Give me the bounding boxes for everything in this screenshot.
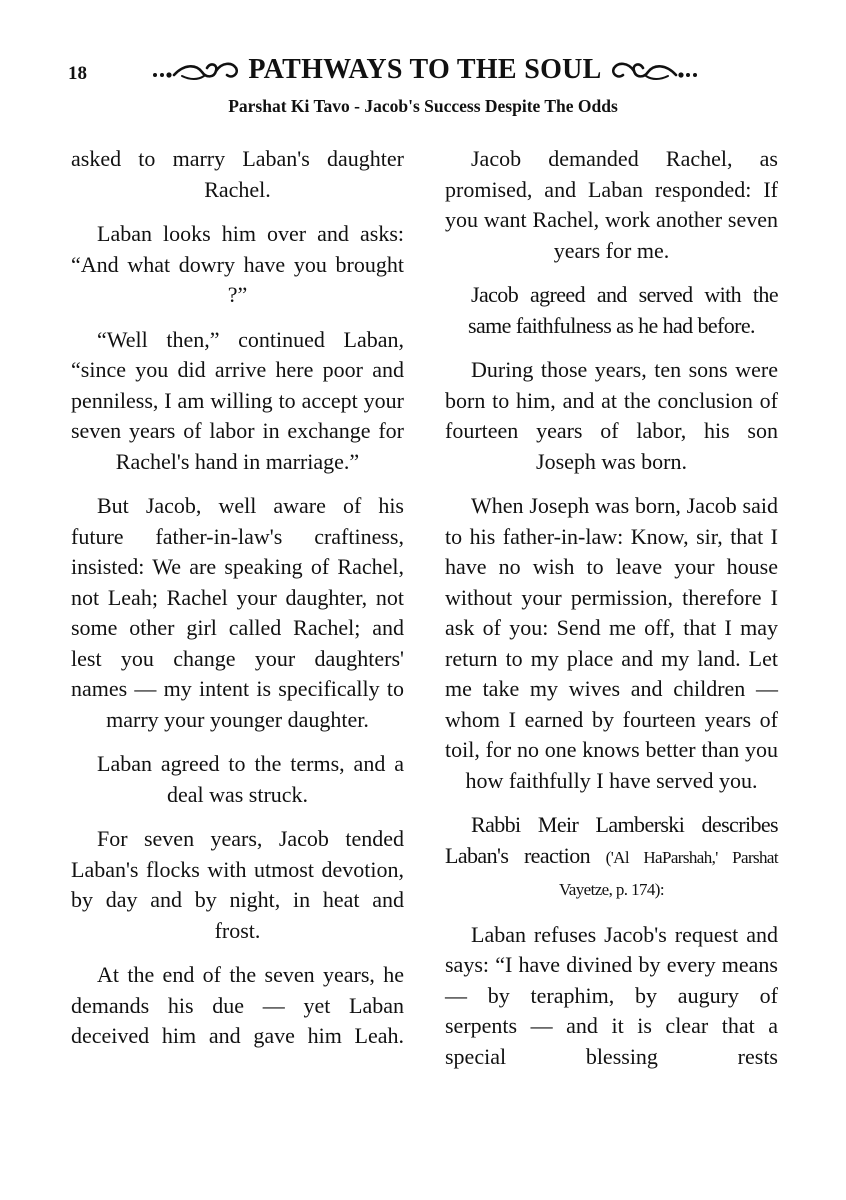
- running-header: [130, 52, 720, 88]
- paragraph: At the end of the seven years, he demands his due — yet Laban deceived him and gave him Leah.: [71, 962, 404, 1048]
- paragraph: Jacob demanded Rachel, as promised, and Laban responded: If you want Rachel, work another seven years for me.: [445, 146, 778, 263]
- citation-paragraph: [445, 810, 778, 906]
- paragraph: When Joseph was born, Jacob said to his father-in-law: Know, sir, that I have no wish to leave your house without your permission, therefore I ask of you: Send me off, that I may return to my place and my land. Let me take my wives and children — whom I earned by fourteen years of toil, for no one knows better than you how faithfully I have served you.: [445, 493, 778, 793]
- left-text-column: [71, 144, 404, 1052]
- right-flourish-ornament-icon: [610, 58, 698, 82]
- right-text-column: [445, 144, 778, 1072]
- paragraph: For seven years, Jacob tended Laban's flocks with utmost devotion, by day and by night, in heat and frost.: [71, 826, 404, 943]
- running-title: PATHWAYS TO THE SOUL: [248, 54, 602, 85]
- paragraph: Jacob agreed and served with the same faithfulness as he had before.: [468, 282, 778, 338]
- paragraph: During those years, ten sons were born to him, and at the conclusion of fourteen years of labor, his son Joseph was born.: [445, 357, 778, 474]
- left-flourish-ornament-icon: [152, 58, 240, 82]
- paragraph: Laban refuses Jacob's request and says: “I have divined by every means — by teraphim, by augury of serpents — and it is clear that a special blessing rests: [445, 921, 778, 1069]
- citation-reference: ('Al HaParshah,' Parshat Vayetze, p. 174):: [559, 847, 778, 899]
- paragraph: asked to marry Laban's daughter Rachel.: [71, 146, 404, 202]
- page-subtitle: Parshat Ki Tavo - Jacob's Success Despite The Odds: [228, 96, 618, 116]
- paragraph: “Well then,” continued Laban, “since you did arrive here poor and penniless, I am willing to accept your seven years of labor in exchange for Rachel's hand in marriage.”: [71, 326, 404, 474]
- paragraph: Laban looks him over and asks: “And what dowry have you brought ?”: [71, 221, 404, 307]
- page-number: 18: [68, 63, 87, 84]
- paragraph: Laban agreed to the terms, and a deal was struck.: [97, 751, 404, 807]
- citation-intro: Rabbi Meir Lamberski describes Laban's reaction: [445, 812, 778, 868]
- paragraph: But Jacob, well aware of his future father-in-law's craftiness, insisted: We are speaking of Rachel, not Leah; Rachel your daughter, not some other girl called Rachel; and lest you change your daughters' names — my intent is specifically to marry your younger daughter.: [71, 493, 404, 732]
